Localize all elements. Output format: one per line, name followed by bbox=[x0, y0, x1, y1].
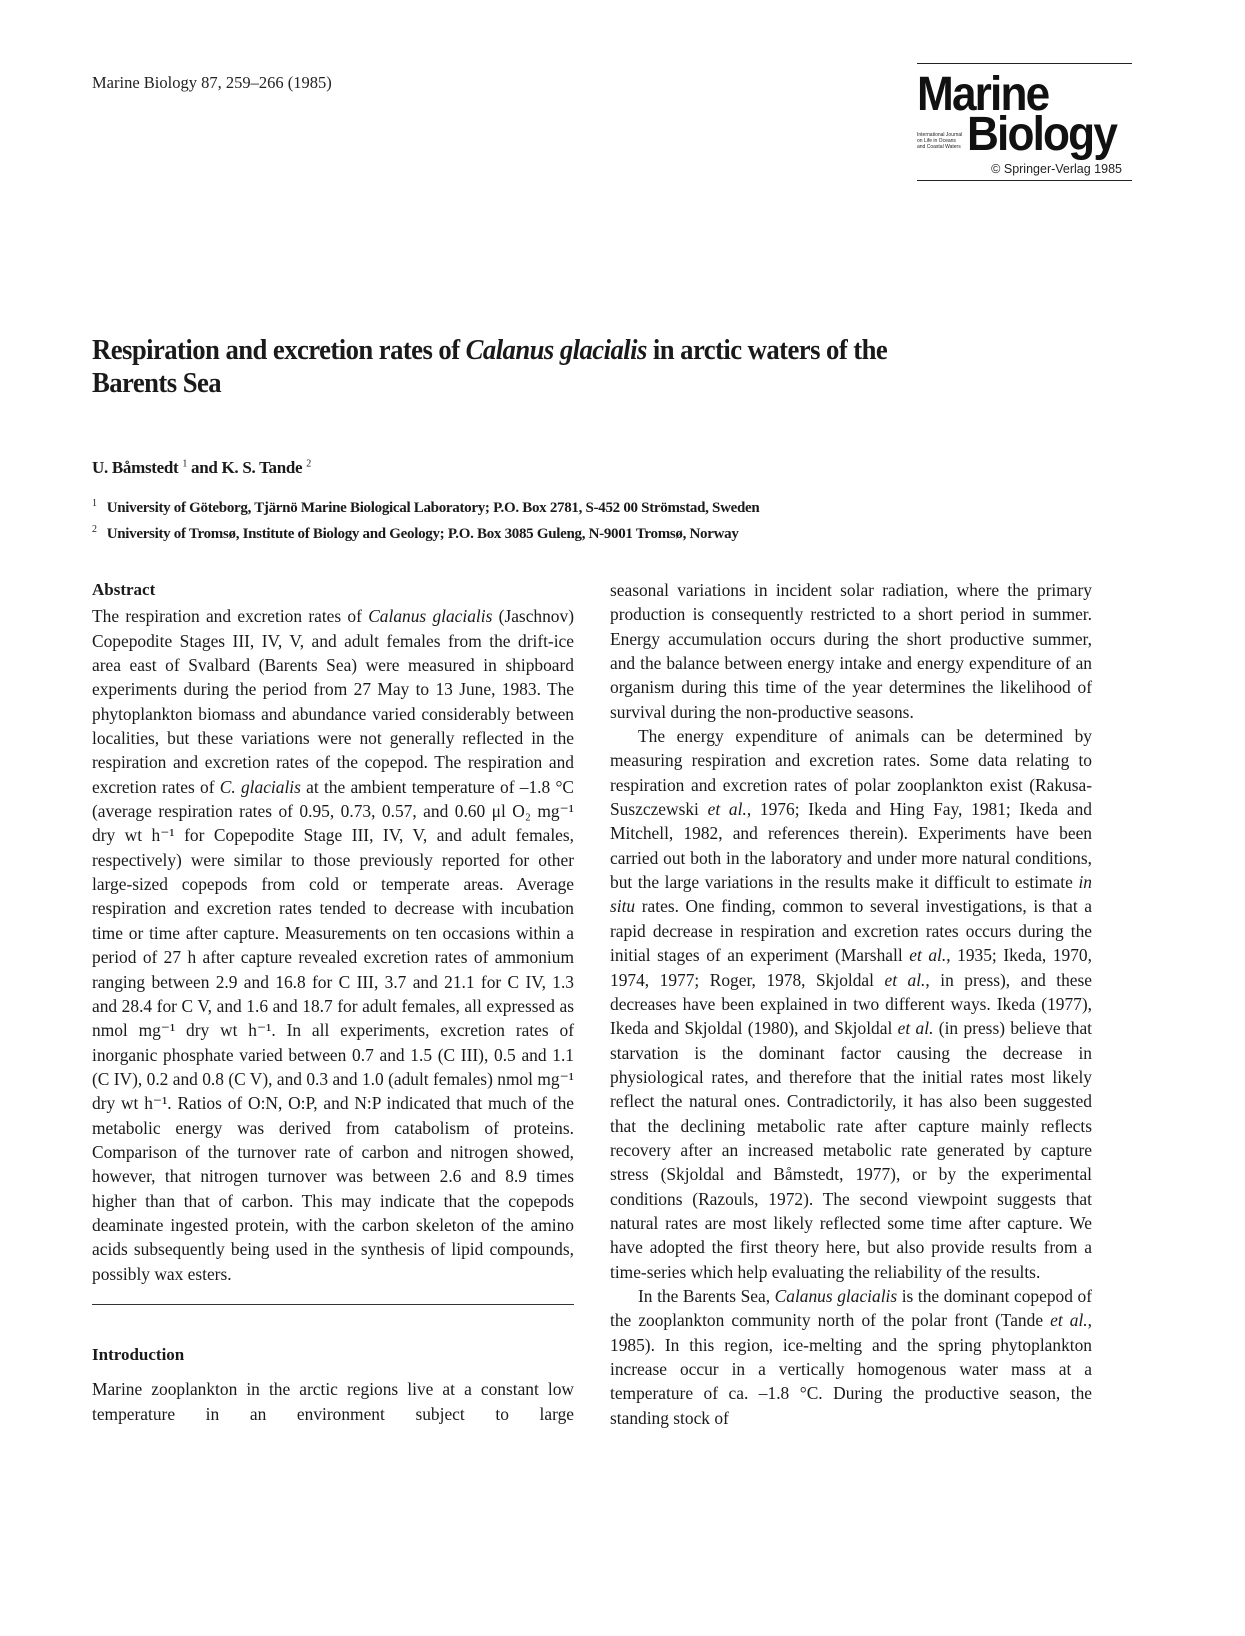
body-text: is the dominant copepod of the zooplankton community north of the polar front (Tande bbox=[610, 1285, 1092, 1331]
journal-citation: Marine Biology 87, 259–266 (1985) bbox=[92, 73, 332, 92]
title-species: Calanus glacialis bbox=[465, 334, 647, 366]
right-column bbox=[610, 578, 1092, 1430]
abstract-body bbox=[92, 604, 574, 1286]
affiliation-mark: 1 bbox=[92, 498, 97, 509]
publisher-copyright: © Springer-Verlag 1985 bbox=[991, 162, 1122, 176]
logo-top-rule bbox=[917, 63, 1132, 64]
et-al: et al. bbox=[707, 799, 747, 820]
journal-logo bbox=[917, 63, 1132, 181]
abstract-heading: Abstract bbox=[92, 580, 156, 599]
intro-paragraph-1-continued: seasonal variations in incident solar radiation, where the primary production is consequently restricted to a short period in summer. Energy accumulation occurs during the short productive summer, and the balance between energy intake and energy expenditure of an organism during this time of the year determines the likelihood of survival during the non-productive seasons. bbox=[610, 580, 1092, 722]
affiliation bbox=[92, 498, 759, 517]
title-text: in arctic waters of the Barents Sea bbox=[92, 334, 888, 399]
affiliation-mark: 2 bbox=[92, 524, 97, 535]
logo-biology-text: Biology bbox=[967, 108, 1117, 161]
title-text: Respiration and excretion rates of bbox=[92, 334, 466, 366]
affiliation-text: University of Göteborg, Tjärnö Marine Biological Laboratory; P.O. Box 2781, S-452 00 Strömstad, Sweden bbox=[106, 500, 760, 516]
logo-tagline-line: International Journal bbox=[917, 132, 963, 138]
author-list bbox=[92, 458, 311, 478]
intro-paragraph-1: Marine zooplankton in the arctic regions live at a constant low temperature in an environment subject to large bbox=[92, 1379, 574, 1424]
et-al: et al. bbox=[909, 945, 947, 966]
et-al: et al. bbox=[884, 969, 926, 990]
abstract-text: (Jaschnov) Copepodite Stages III, IV, V, and adult females from the drift-ice area east of Svalbard (Barents Sea) were measured in shipboard experiments during the period from 27 May to 13 June, 1983. The phytoplankton biomass and abundance varied considerably between localities, but these variations were not generally reflected in the respiration and excretion rates of the copepod. The respiration and excretion rates of bbox=[92, 606, 574, 797]
logo-tagline-line: and Coastal Waters bbox=[917, 144, 961, 150]
author-joiner: and bbox=[187, 458, 222, 477]
logo-bottom-rule bbox=[917, 180, 1132, 181]
logo-tagline bbox=[917, 132, 967, 150]
author-name: K. S. Tande bbox=[221, 458, 303, 477]
article-title bbox=[92, 334, 920, 400]
abstract-text: at the ambient temperature of –1.8 °C (average respiration rates of 0.95, 0.73, 0.57, and 0.60 μl O₂ mg⁻¹ dry wt h⁻¹ for Copepodite Stage III, IV, V, and adult females, respectively) were similar to those previously reported for other large-sized copepods from cold or temperate areas. Average respiration and excretion rates tended to decrease with incubation time or time after capture. Measurements on ten occasions within a period of 27 h after capture revealed excretion rates of ammonium ranging between 2.9 and 16.8 for C III, 3.7 and 21.1 for C IV, 1.3 and 28.4 for C V, and 1.6 and 18.7 for adult females, all expressed as nmol mg⁻¹ dry wt h⁻¹. In all experiments, excretion rates of inorganic phosphate varied between 0.7 and 1.5 (C III), 0.5 and 1.1 (C IV), 0.2 and 0.8 (C V), and 0.3 and 1.0 (adult females) nmol mg⁻¹ dry wt h⁻¹. Ratios of O:N, O:P, and N:P indicated that much of the metabolic energy was derived from catabolism of proteins. Comparison of the turnover rate of carbon and nitrogen showed, however, that nitrogen turnover was between 2.6 and 8.9 times higher than that of carbon. This may indicate that the copepods deaminate ingested protein, with the carbon skeleton of the amino acids subsequently being used in the synthesis of lipid compounds, possibly wax esters. bbox=[92, 776, 574, 1284]
et-al: et al. bbox=[897, 1018, 934, 1039]
logo-tagline-line: on Life in Oceans bbox=[917, 138, 956, 144]
species-name: Calanus glacialis bbox=[774, 1285, 898, 1306]
species-name: C. glacialis bbox=[219, 776, 301, 797]
species-name: Calanus glacialis bbox=[368, 606, 493, 627]
et-al: et al. bbox=[1050, 1310, 1088, 1331]
body-text: , 1985). In this region, ice-melting and the spring phytoplankton increase occur in a vertically homogenous water mass at a temperature of ca. –1.8 °C. During the productive season, the standing stock of bbox=[610, 1310, 1092, 1428]
left-column bbox=[92, 578, 574, 1426]
intro-paragraph-2 bbox=[610, 724, 1092, 1284]
affiliation-text: University of Tromsø, Institute of Biology and Geology; P.O. Box 3085 Guleng, N-9001 Tromsø, Norway bbox=[106, 526, 739, 542]
logo-marine-text: Marine bbox=[917, 68, 1049, 121]
body-text: , in press), and these decreases have been explained in two different ways. Ikeda (1977), Ikeda and Skjoldal (1980), and Skjoldal bbox=[610, 969, 1092, 1039]
introduction-heading: Introduction bbox=[92, 1344, 185, 1364]
intro-paragraph-3 bbox=[610, 1284, 1092, 1430]
author-affiliation-mark: 1 bbox=[182, 458, 188, 470]
author-affiliation-mark: 2 bbox=[306, 458, 311, 470]
body-text: , 1935; Ikeda, 1970, 1974, 1977; Roger, 1978, Skjoldal bbox=[610, 945, 1092, 990]
body-text: (in press) believe that starvation is the dominant factor causing the decrease in physiological rates, and therefore that the initial rates most likely reflect the natural ones. Contradictorily, it has also been suggested that the declining metabolic rate after capture mainly reflects recovery after an increased metabolic rate generated by capture stress (Skjoldal and Båmstedt, 1977), or by the experimental conditions (Razouls, 1972). The second viewpoint suggests that natural rates are most likely reflected some time after capture. We have adopted the first theory here, but also provide results from a time-series which help evaluating the reliability of the results. bbox=[610, 1018, 1093, 1282]
author-name: U. Båmstedt bbox=[92, 458, 179, 477]
abstract-text: The respiration and excretion rates of bbox=[92, 606, 369, 627]
affiliation bbox=[92, 524, 739, 543]
body-text: rates. One finding, common to several investigations, is that a rapid decrease in respiration and excretion rates occurs during the initial stages of an experiment (Marshall bbox=[610, 896, 1092, 966]
body-text: , 1976; Ikeda and Hing Fay, 1981; Ikeda and Mitchell, 1982, and references therein). Experiments have been carried out both in the laboratory and under more natural conditions, but the large variations in the results make it difficult to estimate bbox=[610, 799, 1092, 893]
body-text: In the Barents Sea, bbox=[638, 1285, 775, 1306]
body-text: The energy expenditure of animals can be determined by measuring respiration and excretion rates. Some data relating to respiration and excretion rates of polar zooplankton exist (Rakusa-Suszczewski bbox=[610, 726, 1092, 820]
section-divider bbox=[92, 1304, 574, 1305]
in-situ: in situ bbox=[610, 872, 1092, 917]
